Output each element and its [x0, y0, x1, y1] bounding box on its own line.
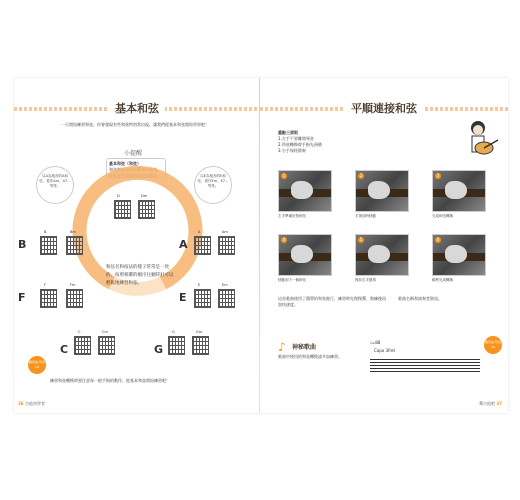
chord-letter-c: C — [60, 343, 69, 356]
step-number: 3 — [436, 173, 440, 178]
left-page-number-value: 36 — [18, 401, 24, 406]
tab-staff — [370, 358, 480, 372]
step-number: 5 — [359, 237, 363, 242]
chord-letter-b: B — [18, 238, 27, 251]
photo-tip-2: 手指同時移動 — [355, 214, 376, 218]
chord-name-e: E — [198, 283, 201, 287]
left-cd-badge: 練習曲 附加CD — [28, 356, 46, 374]
chord-letter-a: A — [179, 238, 188, 251]
chord-diagram-dm — [138, 200, 155, 219]
chord-diagram-g — [168, 336, 185, 355]
right-cd-badge: 練習曲 附加CD — [484, 336, 502, 354]
step-number: 2 — [359, 173, 363, 178]
guitarist-illustration — [460, 118, 500, 163]
body-text-right: 歌曲名稱和演奏者資訊。 — [398, 296, 442, 301]
step-number: 4 — [282, 237, 286, 242]
chord-name-d: D — [117, 194, 120, 198]
point-2: 2.和弦轉換時手指先預備 — [278, 142, 322, 147]
step-number: 1 — [282, 173, 286, 178]
photo-step-5 — [355, 234, 409, 276]
chord-diagram-em — [218, 289, 235, 308]
photo-step-1 — [278, 170, 332, 212]
chord-diagram-am — [218, 236, 235, 255]
chord-diagram-f — [40, 289, 57, 308]
chord-diagram-gm — [192, 336, 209, 355]
chord-diagram-fm — [66, 289, 83, 308]
chord-name-em: Em — [222, 283, 228, 287]
body-text: 這首歌曲使用了簡單的和弦進行，練習時先慢慢彈，熟練後再加快速度。 — [278, 296, 386, 307]
chord-letter-e: E — [179, 291, 187, 304]
chord-name-cm: Cm — [102, 330, 108, 334]
chord-diagram-b — [40, 236, 57, 255]
left-page — [14, 78, 260, 413]
chord-diagram-bm — [66, 236, 83, 255]
chord-name-a: A — [198, 230, 201, 234]
photo-step-4 — [278, 234, 332, 276]
left-footnote: 練習和弦轉換時要注意每一根手指的動作。從基本和弦開始練習吧！ — [50, 378, 170, 383]
step-number: 6 — [436, 237, 440, 242]
points-title: 重點三原則 — [278, 130, 298, 135]
info-box-title: 基本和弦（和弦） — [109, 161, 141, 166]
left-page-title: 基本和弦 — [109, 100, 165, 116]
left-bubble: 以A為根音的A和弦，看作Am、A7…等等。 — [36, 166, 74, 204]
chord-name-dm: Dm — [141, 194, 148, 198]
chord-name-g: G — [172, 330, 175, 334]
point-1: 1.左手不要離開琴弦 — [278, 136, 314, 141]
info-box-text: 和弦指的是同時彈奏多個音。把和弦背起來對你很有幫助。 — [109, 167, 161, 178]
tempo: ♩=88 — [370, 340, 381, 345]
right-page-number-value: 37 — [496, 401, 502, 406]
photo-tip-4: 移動到下一個和弦 — [278, 278, 306, 282]
capo-label: Capo 3fret — [374, 348, 396, 353]
chord-name-am: Am — [222, 230, 228, 234]
photo-step-6 — [432, 234, 486, 276]
right-page-number — [479, 401, 502, 407]
chord-name-c: C — [78, 330, 81, 334]
song-title: 神秘歌曲 — [292, 344, 317, 351]
chord-diagram-a — [194, 236, 211, 255]
right-bubble: 以E為根音的E和弦，看作Em、E7…等等。 — [194, 166, 232, 204]
photo-tip-5: 保持右手節奏 — [355, 278, 376, 282]
right-title-band — [260, 100, 508, 118]
point-3: 3.右手保持節奏 — [278, 148, 306, 153]
chord-name-bm: Bm — [70, 230, 76, 234]
chord-name-fm: Fm — [70, 283, 76, 287]
right-page-label: 彈吉他吧 — [479, 401, 496, 406]
song-text: 歌曲中使用的和弦轉換請多加練習。 — [278, 354, 342, 359]
chord-letter-g: G — [154, 343, 164, 356]
photo-tip-1: 左手準備好按和弦 — [278, 214, 306, 218]
chord-diagram-cm — [98, 336, 115, 355]
music-note-icon: ♪ — [278, 340, 286, 354]
photo-tip-6: 順利完成轉換 — [432, 278, 453, 282]
photo-step-3 — [432, 170, 486, 212]
chord-diagram-d — [114, 200, 131, 219]
right-page-title: 平順連接和弦 — [345, 100, 423, 116]
left-subtitle: 小提醒 — [124, 150, 143, 157]
chord-diagram-c — [74, 336, 91, 355]
left-intro: 一旦開始練習和弦，你會發現有些和弦特別常出現。讓我們從基本和弦開始學習吧！ — [61, 122, 209, 127]
photo-tip-3: 完成和弦轉換 — [432, 214, 453, 218]
left-page-label: 吉他初學者 — [24, 401, 45, 406]
chord-diagram-e — [194, 289, 211, 308]
song-section — [278, 340, 498, 390]
chord-name-f: F — [44, 283, 47, 287]
right-page — [260, 78, 508, 413]
cycle-center-text: 和弦名和按法的樣子常常是一致的，按照相鄰的順序往順時針可以輕鬆地練習和弦。 — [106, 265, 174, 286]
chord-name-gm: Gm — [196, 330, 203, 334]
points-box — [278, 130, 428, 160]
chord-name-b: B — [44, 230, 47, 234]
chord-letter-f: F — [18, 291, 26, 304]
photo-step-2 — [355, 170, 409, 212]
left-page-number — [18, 401, 45, 407]
